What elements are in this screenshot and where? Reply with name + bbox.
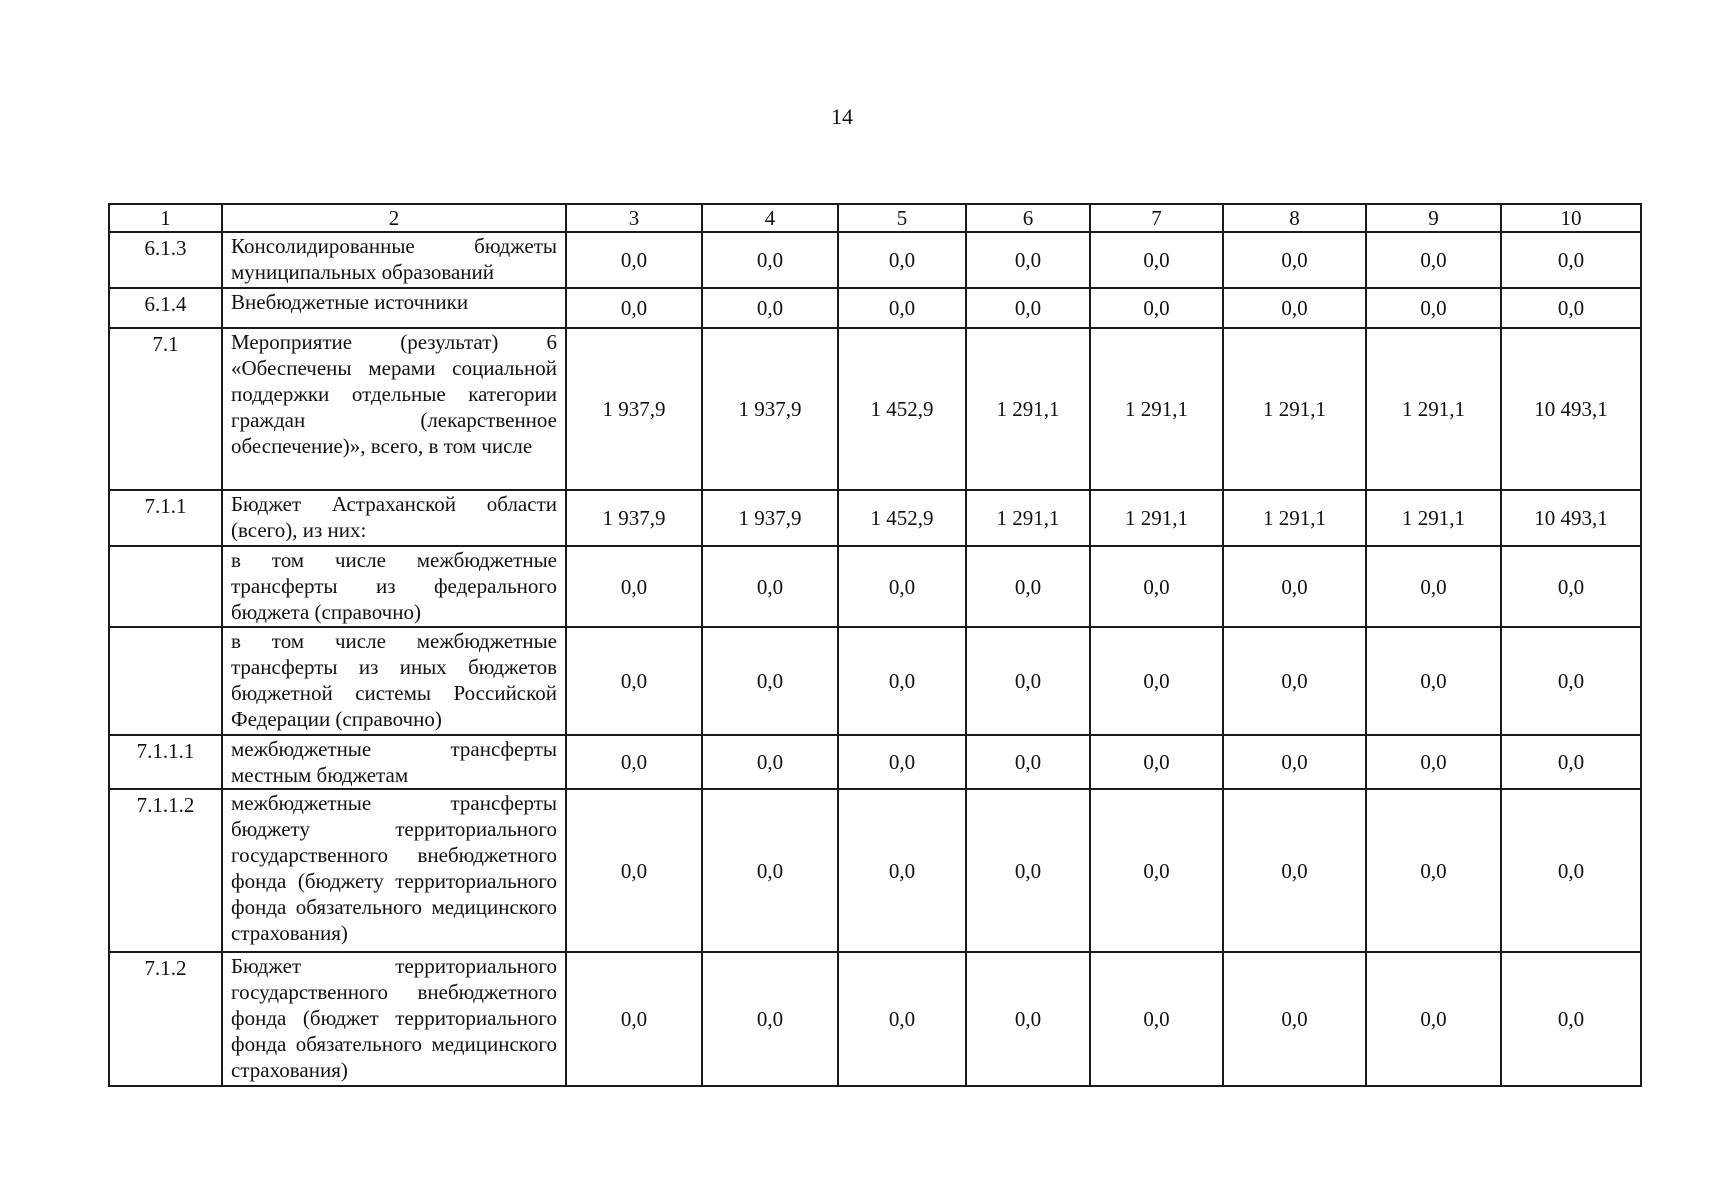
value-cell: 0,0 — [1090, 735, 1223, 789]
row-number: 6.1.4 — [109, 288, 222, 328]
value-cell: 0,0 — [702, 735, 838, 789]
value-cell: 0,0 — [1090, 627, 1223, 735]
value-cell: 0,0 — [838, 789, 966, 952]
value-cell: 1 291,1 — [1090, 490, 1223, 546]
row-number — [109, 546, 222, 627]
column-header: 8 — [1223, 204, 1366, 232]
value-cell: 0,0 — [966, 288, 1090, 328]
value-cell: 0,0 — [702, 789, 838, 952]
value-cell: 1 291,1 — [1223, 328, 1366, 490]
row-description: в том числе межбюджетные трансферты из иных бюджетов бюджетной системы Российской Федерации (справочно) — [222, 627, 566, 735]
value-cell: 0,0 — [1501, 232, 1641, 288]
value-cell: 0,0 — [966, 546, 1090, 627]
table-row — [109, 735, 1641, 789]
value-cell: 0,0 — [838, 546, 966, 627]
value-cell: 0,0 — [838, 288, 966, 328]
value-cell: 0,0 — [702, 288, 838, 328]
value-cell: 0,0 — [1223, 735, 1366, 789]
column-header: 9 — [1366, 204, 1501, 232]
column-header: 2 — [222, 204, 566, 232]
value-cell: 1 291,1 — [966, 490, 1090, 546]
row-number: 7.1.2 — [109, 952, 222, 1086]
row-description: межбюджетные трансферты бюджету территориального государственного внебюджетного фонда (бюджету территориального фонда обязательного медицинского страхования) — [222, 789, 566, 952]
value-cell: 1 937,9 — [702, 490, 838, 546]
value-cell: 0,0 — [1223, 789, 1366, 952]
column-header: 3 — [566, 204, 702, 232]
budget-table — [108, 203, 1642, 1087]
value-cell: 1 291,1 — [966, 328, 1090, 490]
value-cell: 1 937,9 — [566, 328, 702, 490]
value-cell: 0,0 — [838, 735, 966, 789]
value-cell: 0,0 — [1366, 288, 1501, 328]
table-row — [109, 328, 1641, 490]
table-row — [109, 546, 1641, 627]
row-number — [109, 627, 222, 735]
value-cell: 0,0 — [1223, 288, 1366, 328]
table-row — [109, 288, 1641, 328]
value-cell: 0,0 — [1223, 232, 1366, 288]
value-cell: 0,0 — [566, 952, 702, 1086]
value-cell: 0,0 — [966, 232, 1090, 288]
row-number: 7.1.1.1 — [109, 735, 222, 789]
table-row — [109, 232, 1641, 288]
page-number: 14 — [831, 104, 853, 129]
row-description: Бюджет Астраханской области (всего), из них: — [222, 490, 566, 546]
column-header: 5 — [838, 204, 966, 232]
value-cell: 0,0 — [1501, 789, 1641, 952]
value-cell: 0,0 — [1223, 546, 1366, 627]
value-cell: 1 937,9 — [702, 328, 838, 490]
column-header: 1 — [109, 204, 222, 232]
row-description: Консолидированные бюджеты муниципальных образований — [222, 232, 566, 288]
value-cell: 0,0 — [702, 232, 838, 288]
value-cell: 1 291,1 — [1366, 328, 1501, 490]
column-header: 4 — [702, 204, 838, 232]
value-cell: 0,0 — [1366, 232, 1501, 288]
value-cell: 0,0 — [1501, 952, 1641, 1086]
table-row — [109, 627, 1641, 735]
value-cell: 0,0 — [1090, 232, 1223, 288]
table-row — [109, 952, 1641, 1086]
row-description: Бюджет территориального государственного внебюджетного фонда (бюджет территориального фонда обязательного медицинского страхования) — [222, 952, 566, 1086]
value-cell: 0,0 — [838, 232, 966, 288]
row-description: Внебюджетные источники — [222, 288, 566, 328]
table-row — [109, 490, 1641, 546]
column-header: 6 — [966, 204, 1090, 232]
value-cell: 0,0 — [1366, 735, 1501, 789]
value-cell: 0,0 — [566, 232, 702, 288]
row-description: в том числе межбюджетные трансферты из федерального бюджета (справочно) — [222, 546, 566, 627]
value-cell: 0,0 — [966, 789, 1090, 952]
value-cell: 0,0 — [966, 952, 1090, 1086]
value-cell: 0,0 — [1366, 789, 1501, 952]
value-cell: 10 493,1 — [1501, 490, 1641, 546]
value-cell: 0,0 — [1501, 735, 1641, 789]
value-cell: 0,0 — [1090, 952, 1223, 1086]
table-header-row — [109, 204, 1641, 232]
value-cell: 0,0 — [1501, 546, 1641, 627]
value-cell: 1 291,1 — [1366, 490, 1501, 546]
value-cell: 0,0 — [566, 627, 702, 735]
table-row — [109, 789, 1641, 952]
value-cell: 0,0 — [566, 789, 702, 952]
column-header: 7 — [1090, 204, 1223, 232]
value-cell: 0,0 — [966, 735, 1090, 789]
value-cell: 0,0 — [838, 952, 966, 1086]
row-number: 7.1.1 — [109, 490, 222, 546]
value-cell: 1 452,9 — [838, 328, 966, 490]
row-description: Мероприятие (результат) 6 «Обеспечены мерами социальной поддержки отдельные категории граждан (лекарственное обеспечение)», всего, в том числе — [222, 328, 566, 490]
value-cell: 0,0 — [702, 952, 838, 1086]
column-header: 10 — [1501, 204, 1641, 232]
value-cell: 1 937,9 — [566, 490, 702, 546]
value-cell: 1 291,1 — [1090, 328, 1223, 490]
value-cell: 0,0 — [966, 627, 1090, 735]
row-description: межбюджетные трансферты местным бюджетам — [222, 735, 566, 789]
value-cell: 0,0 — [702, 627, 838, 735]
value-cell: 0,0 — [838, 627, 966, 735]
value-cell: 0,0 — [1366, 952, 1501, 1086]
value-cell: 0,0 — [1366, 546, 1501, 627]
value-cell: 0,0 — [566, 288, 702, 328]
value-cell: 0,0 — [702, 546, 838, 627]
value-cell: 0,0 — [1223, 952, 1366, 1086]
value-cell: 1 452,9 — [838, 490, 966, 546]
row-number: 7.1.1.2 — [109, 789, 222, 952]
value-cell: 1 291,1 — [1223, 490, 1366, 546]
value-cell: 0,0 — [1366, 627, 1501, 735]
value-cell: 0,0 — [1501, 288, 1641, 328]
value-cell: 10 493,1 — [1501, 328, 1641, 490]
row-number: 7.1 — [109, 328, 222, 490]
row-number: 6.1.3 — [109, 232, 222, 288]
value-cell: 0,0 — [566, 735, 702, 789]
value-cell: 0,0 — [1501, 627, 1641, 735]
value-cell: 0,0 — [1090, 546, 1223, 627]
value-cell: 0,0 — [1090, 288, 1223, 328]
value-cell: 0,0 — [1090, 789, 1223, 952]
value-cell: 0,0 — [1223, 627, 1366, 735]
value-cell: 0,0 — [566, 546, 702, 627]
